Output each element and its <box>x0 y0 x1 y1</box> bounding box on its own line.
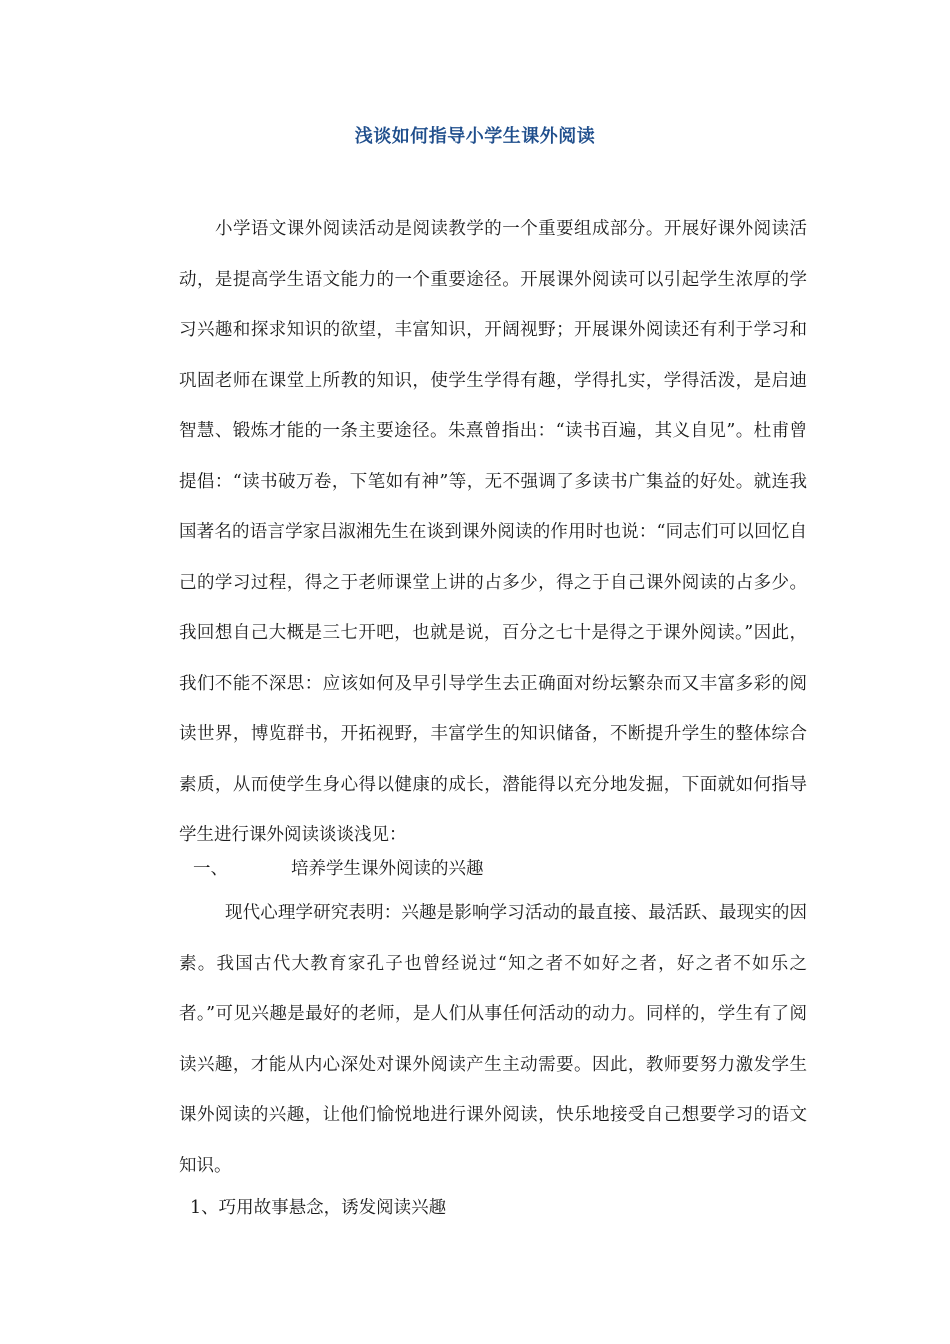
section-paragraph: 现代心理学研究表明：兴趣是影响学习活动的最直接、最活跃、最现实的因素。我国古代大教育家孔子也曾经说过“知之者不如好之者，好之者不如乐之者。”可见兴趣是最好的老师，是人们从事任何活动的动力。同样的，学生有了阅读兴趣，才能从内心深处对课外阅读产生主动需要。因此，教师要努力激发学生课外阅读的兴趣，让他们愉悦地进行课外阅读，快乐地接受自己想要学习的语文知识。 <box>179 903 807 1176</box>
section-heading <box>193 851 484 887</box>
section-number: 一、 <box>193 859 228 879</box>
document-title: 浅谈如何指导小学生课外阅读 <box>354 126 596 147</box>
intro-paragraph: 小学语文课外阅读活动是阅读教学的一个重要组成部分。开展好课外阅读活动，是提高学生语文能力的一个重要途径。开展课外阅读可以引起学生浓厚的学习兴趣和探求知识的欲望，丰富知识，开阔视野；开展课外阅读还有利于学习和巩固老师在课堂上所教的知识，使学生学得有趣，学得扎实，学得活泼，是启迪智慧、锻炼才能的一条主要途径。朱熹曾指出：“读书百遍，其义自见”。杜甫曾提倡：“读书破万卷，下笔如有神”等，无不强调了多读书广集益的好处。就连我国著名的语言学家吕淑湘先生在谈到课外阅读的作用时也说：“同志们可以回忆自己的学习过程，得之于老师课堂上讲的占多少，得之于自己课外阅读的占多少。我回想自己大概是三七开吧，也就是说，百分之七十是得之于课外阅读。”因此，我们不能不深思：应该如何及早引导学生去正确面对纷坛繁杂而又丰富多彩的阅读世界，博览群书，开拓视野，丰富学生的知识储备，不断提升学生的整体综合素质，从而使学生身心得以健康的成长，潜能得以充分地发掘，下面就如何指导学生进行课外阅读谈谈浅见： <box>179 219 807 845</box>
section-heading-text: 培养学生课外阅读的兴趣 <box>291 859 484 879</box>
subsection-heading: 1、巧用故事悬念，诱发阅读兴趣 <box>190 1198 447 1218</box>
